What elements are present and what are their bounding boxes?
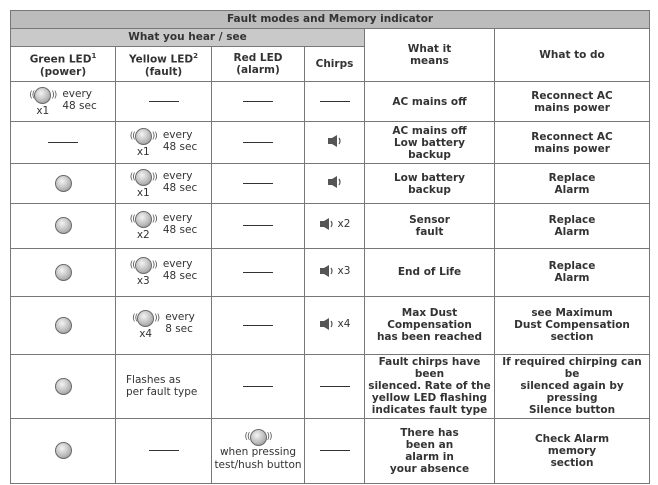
meaning-cell: There has been an alarm in your absence xyxy=(365,418,495,483)
action-cell: Reconnect AC mains power xyxy=(495,82,650,122)
action-cell: Replace Alarm xyxy=(495,164,650,204)
dash-icon xyxy=(320,101,350,102)
fault-modes-table xyxy=(10,10,650,484)
yellow-led-cell: (( )) x1 every 48 sec xyxy=(116,122,212,164)
blinking-led-icon: (( )) xyxy=(130,257,157,274)
chirp-count: x4 xyxy=(337,317,351,330)
yellow-led-cell: (( )) x1 every 48 sec xyxy=(116,164,212,204)
action-cell: Replace Alarm xyxy=(495,248,650,296)
yellow-led-header: Yellow LED$^2$ (fault) xyxy=(116,46,212,82)
blinking-led-icon: (( )) xyxy=(132,310,159,327)
dash-icon xyxy=(243,225,273,226)
meaning-cell: Fault chirps have been silenced. Rate of the yellow LED flashing indicates fault type xyxy=(365,354,495,418)
meaning-cell: Max Dust Compensation has been reached xyxy=(365,296,495,354)
led-icon xyxy=(55,264,72,281)
meaning-cell: Sensor fault xyxy=(365,204,495,248)
dash-icon xyxy=(320,386,350,387)
speaker-icon xyxy=(327,134,343,148)
what-you-hear-see-header: What you hear / see xyxy=(11,28,365,46)
red-led-cell: (( )) when pressing test/hush button xyxy=(212,418,305,483)
meaning-cell: Low battery backup xyxy=(365,164,495,204)
table-row xyxy=(11,418,650,483)
yellow-led-cell: (( )) x3 every 48 sec xyxy=(116,248,212,296)
what-to-do-header: What to do xyxy=(495,28,650,82)
dash-icon xyxy=(149,101,179,102)
dash-icon xyxy=(243,142,273,143)
table-row xyxy=(11,82,650,122)
blinking-led-icon: (( )) xyxy=(130,211,157,228)
chirp-count: x2 xyxy=(337,218,351,231)
led-icon xyxy=(55,175,72,192)
blinking-led-icon: (( )) xyxy=(130,128,157,145)
what-it-means-header: What it means xyxy=(365,28,495,82)
chirp-count: x3 xyxy=(337,264,351,277)
dash-icon xyxy=(243,386,273,387)
meaning-cell: End of Life xyxy=(365,248,495,296)
table-row xyxy=(11,354,650,418)
action-cell: Reconnect AC mains power xyxy=(495,122,650,164)
led-icon xyxy=(55,317,72,334)
speaker-icon xyxy=(319,264,351,278)
yellow-led-cell: (( )) x4 every 8 sec xyxy=(116,296,212,354)
led-icon xyxy=(55,378,72,395)
yellow-led-cell: (( )) x2 every 48 sec xyxy=(116,204,212,248)
blinking-led-icon: (( )) xyxy=(29,87,56,104)
green-led-header: Green LED$^1$ (power) xyxy=(11,46,116,82)
meaning-cell: AC mains off Low battery backup xyxy=(365,122,495,164)
table-row xyxy=(11,164,650,204)
speaker-icon xyxy=(327,175,343,189)
table-row xyxy=(11,204,650,248)
blinking-led-icon: (( )) xyxy=(130,169,157,186)
dash-icon xyxy=(48,142,78,143)
table-title: Fault modes and Memory indicator xyxy=(11,11,650,29)
speaker-icon xyxy=(319,317,351,331)
red-led-header: Red LED (alarm) xyxy=(212,46,305,82)
dash-icon xyxy=(243,272,273,273)
blinking-led-icon: (( )) xyxy=(244,429,271,446)
table-row xyxy=(11,296,650,354)
action-cell: If required chirping can be silenced again by pressing Silence button xyxy=(495,354,650,418)
dash-icon xyxy=(243,101,273,102)
table-row xyxy=(11,122,650,164)
dash-icon xyxy=(320,450,350,451)
chirps-header: Chirps xyxy=(305,46,365,82)
led-icon xyxy=(55,217,72,234)
green-led-cell: (( )) x1 every 48 sec xyxy=(11,82,116,122)
meaning-cell: AC mains off xyxy=(365,82,495,122)
dash-icon xyxy=(243,325,273,326)
speaker-icon xyxy=(319,217,351,231)
dash-icon xyxy=(149,450,179,451)
yellow-led-cell: Flashes as per fault type xyxy=(116,354,212,418)
led-icon xyxy=(55,442,72,459)
action-cell: Check Alarm memory section xyxy=(495,418,650,483)
table-row xyxy=(11,248,650,296)
action-cell: see Maximum Dust Compensation section xyxy=(495,296,650,354)
action-cell: Replace Alarm xyxy=(495,204,650,248)
dash-icon xyxy=(243,183,273,184)
